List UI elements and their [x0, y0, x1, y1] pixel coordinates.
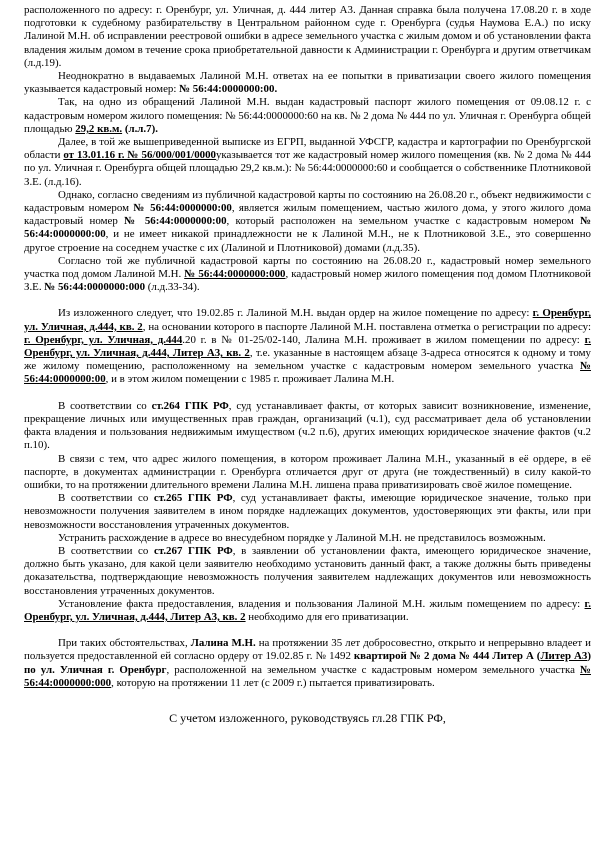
- paragraph-10: В соответствии со ст.265 ГПК РФ, суд устанавливает факты, имеющие юридическое значение, только при невозможности получения заявителем в ином порядке надлежащих документов, удостоверяющих эти факты, или при невозможности восстановления утраченных документов.: [24, 492, 592, 531]
- paragraph-14: При таких обстоятельствах, Лалина М.Н. на протяжении 35 лет добросовестно, открыто и непрерывно владеет и пользуется предоставленной ей согласно ордеру от 19.02.85 г. № 1492 квартирой № 2 дома № 444 Литер А (Литер А3) по ул. Уличная г. Оренбург, расположенной на земельном участке с кадастровым номером земельного участка № 56:44:0000000:000, которую на протяжении 11 лет (с 2009 г.) пытается приватизировать.: [24, 637, 591, 689]
- cadastral-number: № 56:44:0000000:000: [184, 268, 286, 281]
- closing-line: С учетом изложенного, руководствуясь гл.28 ГПК РФ,: [169, 710, 446, 725]
- paragraph-3: Так, на одно из обращений Лалиной М.Н. выдан кадастровый паспорт жилого помещения от 09.08.12 г. с кадастровым номером жилого помещения: № 56:44:0000000:60 на кв. № 2 дома № 444 по ул. Уличная г. Оренбурга общей площадью 29,2 кв.м. (л.л.7).: [24, 96, 591, 135]
- cadastral-number: № 56:44:0000000:00.: [179, 83, 278, 96]
- cadastral-number: № 56:44:0000000:000: [44, 281, 146, 294]
- paragraph-13: Установление факта предоставления, владения и пользования Лалиной М.Н. жилым помещением по адресу: г. Оренбург, ул. Уличная, д.444, Литер А3, кв. 2 необходимо для его приватизации.: [24, 597, 591, 623]
- person-name: Лалина М.Н.: [190, 637, 256, 650]
- cadastral-number: № 56:44:0000000:000: [24, 663, 591, 689]
- spacer: [24, 294, 591, 307]
- document-page: [24, 4, 591, 725]
- paragraph-11: Устранить расхождение в адресе во внесудебном порядке у Лалиной М.Н. не представилось возможным.: [58, 531, 546, 544]
- cadastral-number: № 56:44:0000000:00: [124, 215, 227, 228]
- address: г. Оренбург, ул. Уличная, д.444, кв. 2: [24, 307, 591, 333]
- address: г. Оренбург, ул. Уличная, д.444, Литер А3, кв. 2: [24, 597, 591, 623]
- paragraph-7: Из изложенного следует, что 19.02.85 г. Лалиной М.Н. выдан ордер на жилое помещение по адресу: г. Оренбург, ул. Уличная, д.444, кв. 2, на основании которого в паспорте Лалиной М.Н. поставлена отметка о регистрации по адресу: г. Оренбург, ул. Уличная, д.444.20 г. в № 01-25/02-140, Лалина М.Н. проживает в жилом помещении по адресу: г. Оренбург, ул. Уличная, д.444, Литер А3, кв. 2, т.е. указанные в настоящем абзаце 3-адреса относятся к одному и тому же жилому помещению, расположенному на земельном участке с кадастровым номером земельного участка № 56:44:0000000:00, и в этом жилом помещении с 1985 г. проживает Лалина М.Н.: [24, 307, 592, 386]
- cadastral-number: № 56:44:0000000:00: [133, 202, 232, 215]
- law-article: ст.264 ГПК РФ: [151, 399, 229, 412]
- spacer: [24, 387, 591, 400]
- paragraph-6: Согласно той же публичной кадастровой карты по состоянию на 26.08.20 г., кадастровый номер земельного участка под домом Лалиной М.Н. № 56:44:0000000:000, кадастровый номер жилого помещения под домом Плотниковой З.Е. № 56:44:0000000:000 (л.д.33-34).: [24, 254, 591, 294]
- paragraph-1: расположенного по адресу: г. Оренбург, ул. Уличная, д. 444 литер А3. Данная справка была получена 17.08.20 г. в ходе подготовки к судебному разбирательству в Центральном районном суде г. Оренбурга (судья Наумова Е.А.) по иску Лалиной М.Н. об исправлении реестровой ошибки в адресе земельного участка с жилым домом и об установлении факта владения жилым домом в течение срока приобретательной давности к Администрации г. Оренбурга и другим ответчикам (л.д.19).: [24, 4, 591, 69]
- spacer: [24, 624, 591, 637]
- law-article: ст.267 ГПК РФ: [153, 544, 233, 557]
- extract-reference: от 13.01.16 г. № 56/000/001/0000: [63, 149, 216, 162]
- paragraph-4: Далее, в той же вышеприведенной выписке из ЕГРП, выданной УФСГР, кадастра и картографии по Оренбургской области от 13.01.16 г. № 56/000/001/0000указывается тот же кадастровый номер жилого помещения (кв. № 2 дома № 444 по ул. Уличная г. Оренбурга общей площадью 29,2 кв.м.): № 56:44:0000000:60 и сообщается о собственнике Плотниковой З.Е. (л.д.16).: [24, 136, 591, 188]
- paragraph-12: В соответствии со ст.267 ГПК РФ, в заявлении об установлении факта, имеющего юридическое значение, должно быть указано, для какой цели заявителю необходимо установить данный факт, а также должны быть приведены доказательства, подтверждающие невозможность получения заявителем надлежащих документов или невозможность восстановления утраченных документов.: [24, 544, 591, 597]
- paragraph-9: В связи с тем, что адрес жилого помещения, в котором проживает Лалина М.Н., указанный в её ордере, в её паспорте, в документах администрации г. Оренбурга отличается друг от друга (не тождественный) в силу какой-то ошибки, то на протяжении длительного времени Лалина М.Н. лишена права приватизировать своё жилое помещение.: [24, 452, 591, 491]
- spacer: [24, 690, 591, 712]
- paragraph-8: В соответствии со ст.264 ГПК РФ, суд устанавливает факты, от которых зависит возникновение, изменение, прекращение личных или имущественных прав граждан, организаций (ч.1), суд рассматривает дела об установлении факта владения и пользования недвижимым имуществом (ч.2 п.6), других имеющих юридическое значение фактов (ч.2 п.10).: [24, 399, 591, 452]
- area-value: 29,2 кв.м.: [75, 122, 123, 135]
- cadastral-number: № 56:44:0000000:00: [24, 360, 591, 386]
- paragraph-2: Неоднократно в выдаваемых Лалиной М.Н. ответах на ее попытки в приватизации своего жилого помещения указывается кадастровый номер: № 56:44:0000000:00.: [24, 70, 591, 96]
- paragraph-5: Однако, согласно сведениям из публичной кадастровой карты по состоянию на 26.08.20 г., объект недвижимости с кадастровым номером № 56:44:0000000:00, является жилым помещением, частью жилого дома, у этого жилого дома кадастровый номер № 56:44:0000000:00, который расположен на земельном участке с кадастровым номером № 56:44:0000000:00, и не имеет никакой принадлежности не к Лалиной М.Н., не к Плотниковой З.Е., это совершенно другое строение на соседнем участке с их (Лалиной и Плотниковой) домами (л.д.35).: [24, 188, 592, 254]
- address: г. Оренбург, ул. Уличная, д.444, Литер А3, кв. 2: [24, 333, 592, 360]
- law-article: ст.265 ГПК РФ: [153, 492, 233, 505]
- address: г. Оренбург, ул. Уличная, д.444: [24, 333, 183, 346]
- cadastral-number: № 56:44:0000000:00: [24, 215, 592, 241]
